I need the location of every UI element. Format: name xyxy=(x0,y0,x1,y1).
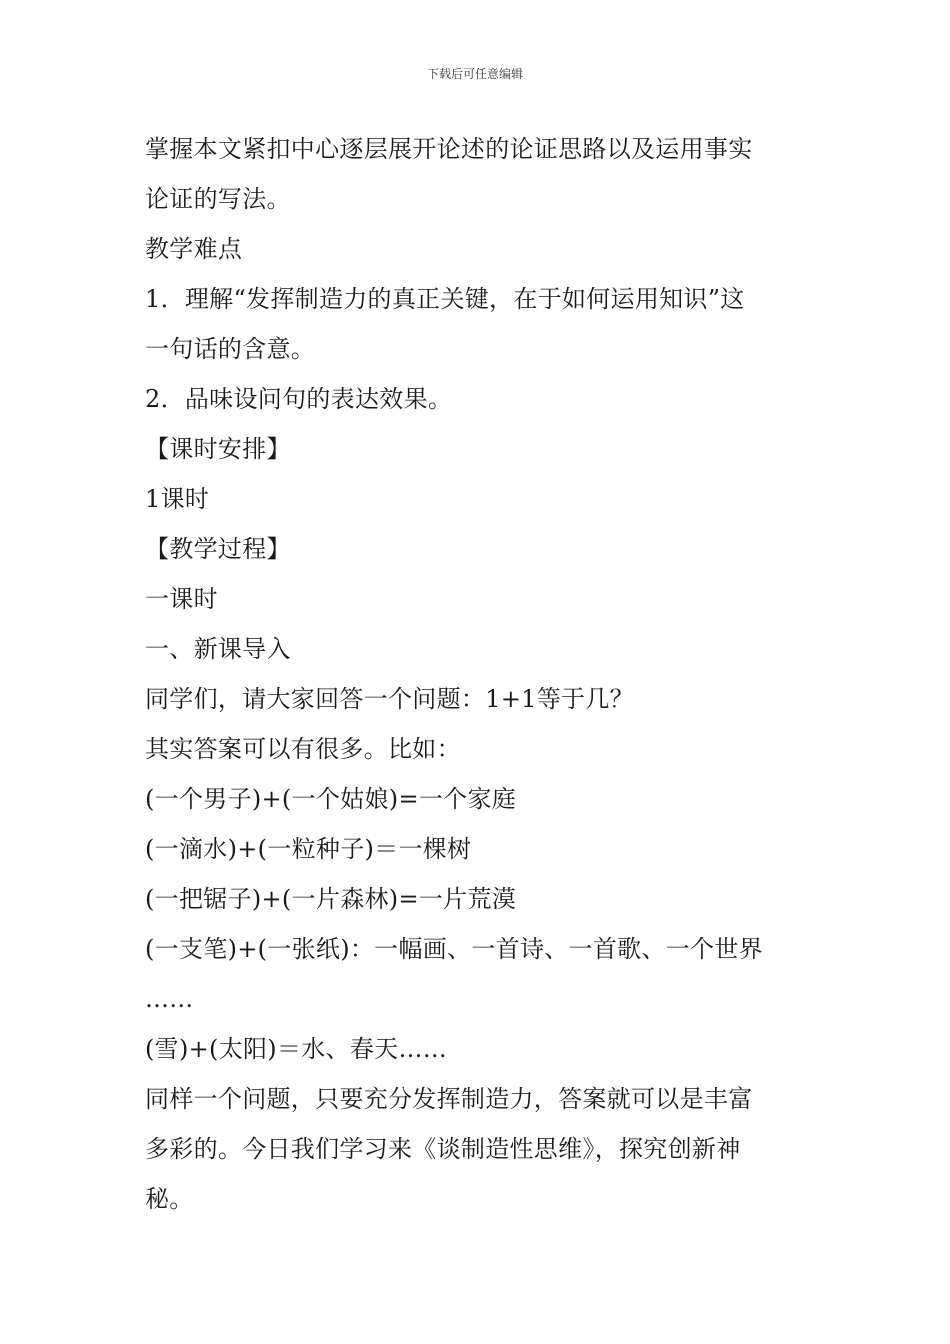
text-line: 一课时 xyxy=(145,585,218,613)
equation-line: (一支笔)+(一张纸)：一幅画、一首诗、一首歌、一个世界 xyxy=(145,935,763,963)
text-line: 秘。 xyxy=(145,1185,194,1213)
text-line: 一句话的含意。 xyxy=(145,335,316,363)
section-heading: 【课时安排】 xyxy=(145,435,291,463)
text-line: 同样一个问题，只要充分发挥制造力，答案就可以是丰富 xyxy=(145,1085,753,1113)
equation-line: (雪)+(太阳)＝水、春天…… xyxy=(145,1035,448,1063)
text-line: 1．理解“发挥制造力的真正关键，在于如何运用知识”这 xyxy=(145,285,745,313)
section-heading: 一、新课导入 xyxy=(145,635,291,663)
document-body xyxy=(145,124,810,1224)
text-line: 1课时 xyxy=(145,485,210,513)
text-line: 2．品味设问句的表达效果。 xyxy=(145,385,453,413)
text-line: 同学们，请大家回答一个问题：1+1等于几？ xyxy=(145,685,634,713)
page-header-note: 下载后可任意编辑 xyxy=(426,67,523,81)
text-line: 多彩的。今日我们学习来《谈制造性思维》，探究创新神 xyxy=(145,1135,741,1163)
text-line: 论证的写法。 xyxy=(145,185,291,213)
text-line: 其实答案可以有很多。比如： xyxy=(145,735,461,763)
section-heading: 教学难点 xyxy=(145,235,243,263)
equation-line: (一个男子)+(一个姑娘)=一个家庭 xyxy=(145,785,517,813)
equation-line: (一把锯子)+(一片森林)=一片荒漠 xyxy=(145,885,517,913)
text-line: 掌握本文紧扣中心逐层展开论述的论证思路以及运用事实 xyxy=(145,135,753,163)
section-heading: 【教学过程】 xyxy=(145,535,291,563)
text-line: …… xyxy=(145,985,194,1013)
equation-line: (一滴水)+(一粒种子)＝一棵树 xyxy=(145,835,472,863)
